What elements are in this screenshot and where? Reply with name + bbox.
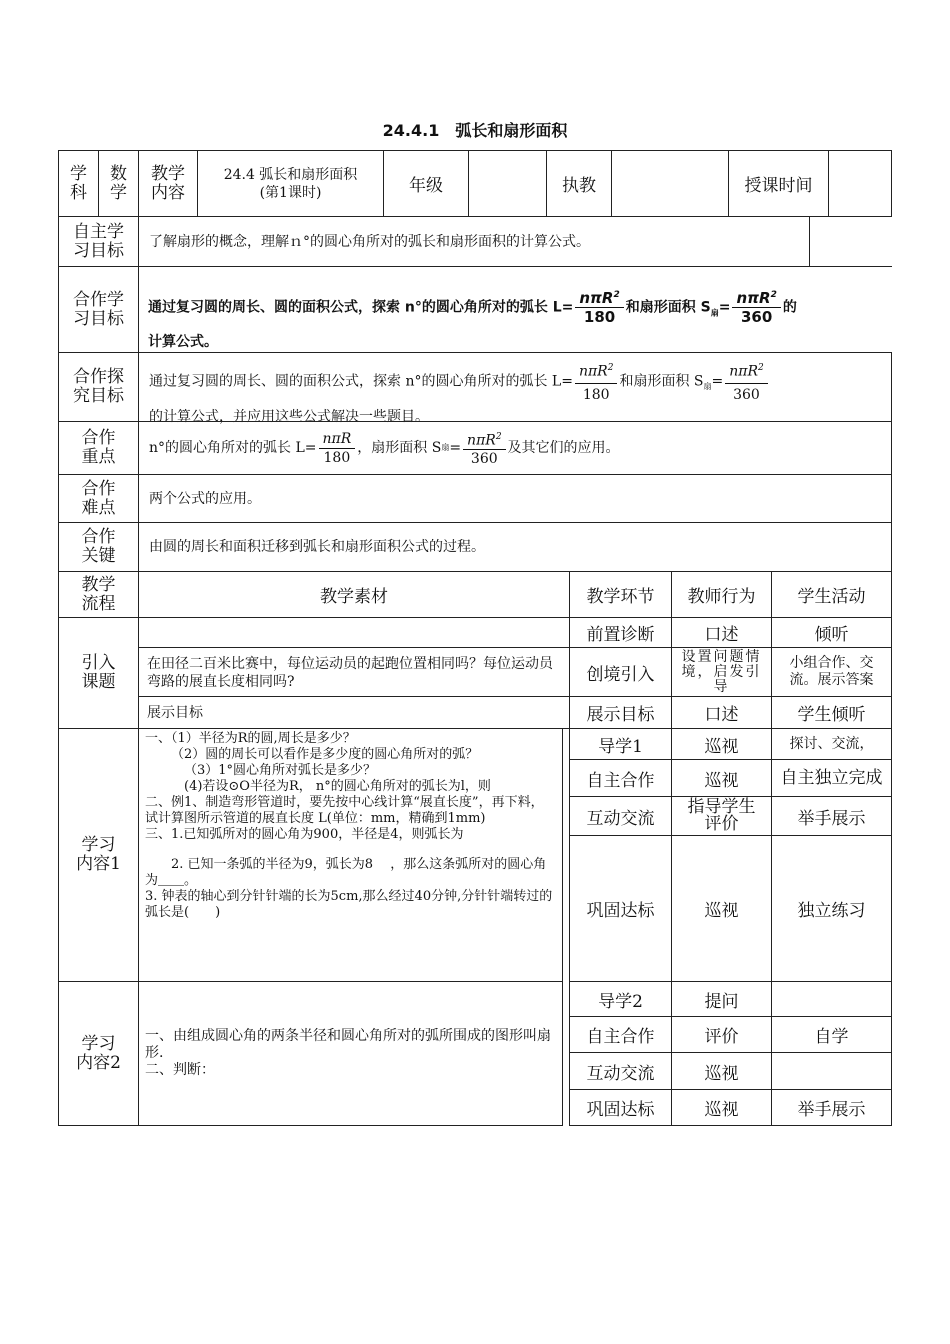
- subject-label: 学科: [58, 150, 99, 217]
- intro-teacher-1: 口述: [671, 617, 772, 648]
- c1-student-4: 独立练习: [771, 835, 892, 982]
- content1-line-8: 3. 钟表的轴心到分针针端的长为5cm,那么经过40分钟,分针针端转过的弧长是( ): [145, 889, 553, 920]
- page-title: 24.4.1 弧长和扇形面积: [382, 121, 568, 140]
- area-formula: $\frac{n\pi R^2}{360}$: [732, 289, 780, 326]
- self-goal-text: 了解扇形的概念，理解ｎ°的圆心角所对的弧长和扇形面积的计算公式。: [138, 216, 810, 267]
- intro-student-2: 小组合作、交流。展示答案: [771, 647, 892, 697]
- c1-student-2: 自主独立完成: [771, 759, 892, 797]
- content2-line-2: 二、判断：: [145, 1062, 215, 1078]
- focus-label: 合作重点: [58, 421, 139, 475]
- coop-goal-label: 合作学习目标: [58, 266, 139, 353]
- c2-student-1: [771, 981, 892, 1017]
- c1-student-3: 举手展示: [771, 796, 892, 836]
- teacher-header: 教师行为: [671, 571, 772, 618]
- focus-arc-formula: $\frac{\text{nπR}}{180}$: [319, 430, 356, 467]
- intro-stage-1: 前置诊断: [569, 617, 672, 648]
- key-text: 由圆的周长和面积迁移到弧长和扇形面积公式的过程。: [138, 522, 892, 572]
- stage-header: 教学环节: [569, 571, 672, 618]
- intro-student-3: 学生倾听: [771, 696, 892, 729]
- content1-line-4: (4)若设⊙O半径为R， n°的圆心角所对的弧长为l，则: [184, 779, 491, 794]
- content2-material: [138, 981, 563, 1126]
- time-label: 授课时间: [728, 150, 829, 217]
- c1-stage-2: 自主合作: [569, 759, 672, 797]
- c2-student-3: [771, 1052, 892, 1090]
- c2-stage-4: 巩固达标: [569, 1089, 672, 1126]
- content1-line-1: 一、（1）半径为R的圆,周长是多少？: [145, 731, 356, 746]
- c2-stage-3: 互动交流: [569, 1052, 672, 1090]
- explore-arc-formula: $\frac{n\pi R^2}{180}$: [575, 357, 618, 406]
- self-goal-extra: [809, 216, 892, 267]
- content1-line-3: （3）1°圆心角所对弧长是多少？: [184, 763, 377, 778]
- c2-stage-2: 自主合作: [569, 1016, 672, 1053]
- explore-goal-label: 合作探究目标: [58, 352, 139, 422]
- coop-goal-image: [148, 277, 848, 351]
- content1-line-7: 2. 已知一条弧的半径为9，弧长为8 ，那么这条弧所对的圆心角为＿＿。: [145, 857, 547, 888]
- c1-teacher-3: 指导学生评价: [671, 796, 772, 836]
- intro-teacher-3: 口述: [671, 696, 772, 729]
- flow-label: 教学流程: [58, 571, 139, 618]
- content1-label: 学习内容1: [58, 728, 139, 982]
- c1-teacher-2: 巡视: [671, 759, 772, 797]
- grade-label: 年级: [383, 150, 469, 217]
- content1-line-5: 二、例1、制造弯形管道时，要先按中心线计算“展直长度”，再下料，试计算图所示管道的展直长度 L(单位：mm，精确到1mm): [145, 795, 544, 826]
- material-header: 教学素材: [138, 571, 570, 618]
- c2-teacher-3: 巡视: [671, 1052, 772, 1090]
- content2-line-1: 一、由组成圆心角的两条半径和圆心角所对的弧所围成的图形叫扇形.: [145, 1028, 551, 1061]
- intro-material-3: 展示目标: [138, 696, 570, 729]
- intro-stage-2: 创境引入: [569, 647, 672, 697]
- student-header: 学生活动: [771, 571, 892, 618]
- time-value: [828, 150, 892, 217]
- content1-line-6: 三、1.已知弧所对的圆心角为900，半径是4，则弧长为: [145, 827, 464, 842]
- content1-line-2: （2）圆的周长可以看作是多少度的圆心角所对的弧？: [171, 747, 479, 762]
- content1-material: [138, 728, 563, 982]
- c2-teacher-2: 评价: [671, 1016, 772, 1053]
- content-label: 教学内容: [138, 150, 198, 217]
- explore-area-formula: $\frac{n\pi R^2}{360}$: [725, 357, 768, 406]
- self-goal-label: 自主学习目标: [58, 216, 139, 267]
- c1-teacher-4: 巡视: [671, 835, 772, 982]
- intro-material-2: 在田径二百米比赛中，每位运动员的起跑位置相同吗？每位运动员弯路的展直长度相同吗?: [138, 647, 570, 697]
- c2-stage-1: 导学2: [569, 981, 672, 1017]
- c2-student-4: 举手展示: [771, 1089, 892, 1126]
- content2-label: 学习内容2: [58, 981, 139, 1126]
- difficulty-label: 合作难点: [58, 474, 139, 523]
- arc-formula: $\frac{n\pi R^2}{180}$: [575, 289, 623, 326]
- teacher-label: 执教: [546, 150, 612, 217]
- key-label: 合作关键: [58, 522, 139, 572]
- intro-teacher-2: 设置问题情境，启发引导: [671, 647, 772, 697]
- focus-text: n°的圆心角所对的弧长 L= $\frac{\text{nπR}}{180}$ ，扇形面积 S 扇 = $\frac{n\pi R^2}{360}$ 及其它们的应用。: [138, 421, 892, 475]
- difficulty-text: 两个公式的应用。: [138, 474, 892, 523]
- intro-material-1: [138, 617, 570, 648]
- explore-goal-text: 通过复习圆的周长、圆的面积公式，探索 n°的圆心角所对的弧长 L= $\frac{n\pi R^2}{180}$ 和扇形面积 $S_扇=$ $\frac{n\pi R^2}{360}$ 的计算公式，并应用这些公式解决一些题目。: [138, 352, 892, 422]
- content-value-line1: 24.4 弧长和扇形面积: [223, 166, 358, 183]
- c1-teacher-1: 巡视: [671, 728, 772, 760]
- content-value-line2: (第1课时): [259, 184, 322, 201]
- c1-student-1: 探讨、交流，: [771, 728, 892, 760]
- teacher-value: [611, 150, 729, 217]
- focus-area-formula: $\frac{n\pi R^2}{360}$: [463, 428, 506, 469]
- c1-stage-4: 巩固达标: [569, 835, 672, 982]
- intro-label: 引入课题: [58, 617, 139, 729]
- intro-stage-3: 展示目标: [569, 696, 672, 729]
- coop-goal-line1: 通过复习圆的周长、圆的面积公式，探索 n°的圆心角所对的弧长 L= $\frac{n\pi R^2}{180}$ 和扇形面积 $S_扇=$ $\frac{n\pi R^2}{360}$ 的: [148, 289, 797, 326]
- c2-teacher-1: 提问: [671, 981, 772, 1017]
- grade-value: [468, 150, 547, 217]
- c1-stage-1: 导学1: [569, 728, 672, 760]
- c2-student-2: 自学: [771, 1016, 892, 1053]
- c1-stage-3: 互动交流: [569, 796, 672, 836]
- intro-student-1: 倾听: [771, 617, 892, 648]
- content-value: [197, 150, 384, 217]
- coop-goal-line2: 计算公式。: [148, 334, 218, 350]
- c2-teacher-4: 巡视: [671, 1089, 772, 1126]
- subject-value: 数学: [98, 150, 139, 217]
